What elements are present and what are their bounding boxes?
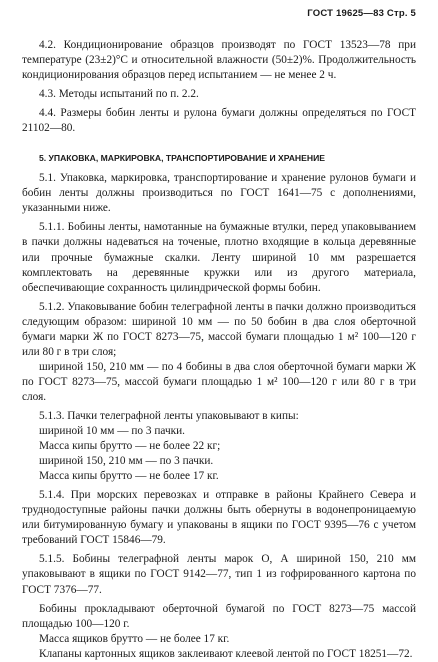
paragraph-width-150-210: шириной 150, 210 мм — по 4 бобины в два слоя оберточной бумаги марки Ж по ГОСТ 8273—75, массой бумаги площадью 1 м² 100—120 г или 80 г в три слоя. [22, 360, 416, 403]
paragraph-4-2: 4.2. Кондиционирование образцов производят по ГОСТ 13523—78 при температуре (23±2)°С и относительной влажности (50±2)%. Продолжительность кондиционирования образцов перед испытанием — не менее 2 ч. [22, 39, 416, 82]
paragraph-5-1-4: 5.1.4. При морских перевозках и отправке в районы Крайнего Севера и труднодоступные районы пачки должны быть обернуты в водонепроницаемую или битумированную бумагу и упакованы в ящики по ГОСТ 9395—76 с учетом требований ГОСТ 15846—79. [22, 489, 416, 547]
paragraph-width-10: шириной 10 мм — по 3 пачки. [39, 425, 186, 438]
page-header: ГОСТ 19625—83 Стр. 5 [307, 8, 416, 19]
paragraph-mass-22: Масса кипы брутто — не более 22 кг; [39, 440, 221, 453]
paragraph-5-1-3: 5.1.3. Пачки телеграфной ленты упаковывают в кипы: [39, 409, 299, 422]
paragraph-5-1-5: 5.1.5. Бобины телеграфной ленты марок О, А шириной 150, 210 мм упаковывают в ящики по ГОСТ 9142—77, тип 1 из гофрированного картона по ГОСТ 7376—77. [22, 553, 416, 596]
paragraph-5-1-1: 5.1.1. Бобины ленты, намотанные на бумажные втулки, перед упаковыванием в пачки должны надеваться на точеные, плотно входящие в кольца деревянные или прочные бумажные скалки. Ленту шириной 10 мм разрешается комплектовать на деревянные кружки или из другого материала, обеспечивающие сохранность цилиндрической формы бобин. [22, 221, 416, 294]
paragraph-4-4: 4.4. Размеры бобин ленты и рулона бумаги должны определяться по ГОСТ 21102—80. [22, 107, 416, 135]
document-body [22, 38, 416, 662]
paragraph-width-150-210-packs: шириной 150, 210 мм — по 3 пачки. [39, 455, 214, 468]
paragraph-4-3: 4.3. Методы испытаний по п. 2.2. [39, 88, 199, 101]
paragraph-mass-17: Масса кипы брутто — не более 17 кг. [39, 470, 219, 483]
paragraph-box-mass: Масса ящиков брутто — не более 17 кг. [39, 632, 230, 645]
section-title: 5. УПАКОВКА, МАРКИРОВКА, ТРАНСПОРТИРОВАНИЕ И ХРАНЕНИЕ [39, 153, 325, 164]
paragraph-5-1-2: 5.1.2. Упаковывание бобин телеграфной ленты в пачки должно производиться следующим образом: шириной 10 мм — по 50 бобин в два слоя оберточной бумаги марки Ж по ГОСТ 8273—75, массой бумаги площадью 1 м² 100—120 г или 80 г в три слоя; [22, 300, 416, 358]
paragraph-interleave: Бобины прокладывают оберточной бумагой по ГОСТ 8273—75 массой площадью 100—120 г. [22, 602, 416, 630]
paragraph-flaps: Клапаны картонных ящиков заклеивают клеевой лентой по ГОСТ 18251—72. [39, 647, 413, 660]
paragraph-5-1: 5.1. Упаковка, маркировка, транспортирование и хранение рулонов бумаги и бобин ленты должны производиться по ГОСТ 1641—75 с дополнениями, указанными ниже. [22, 172, 416, 215]
